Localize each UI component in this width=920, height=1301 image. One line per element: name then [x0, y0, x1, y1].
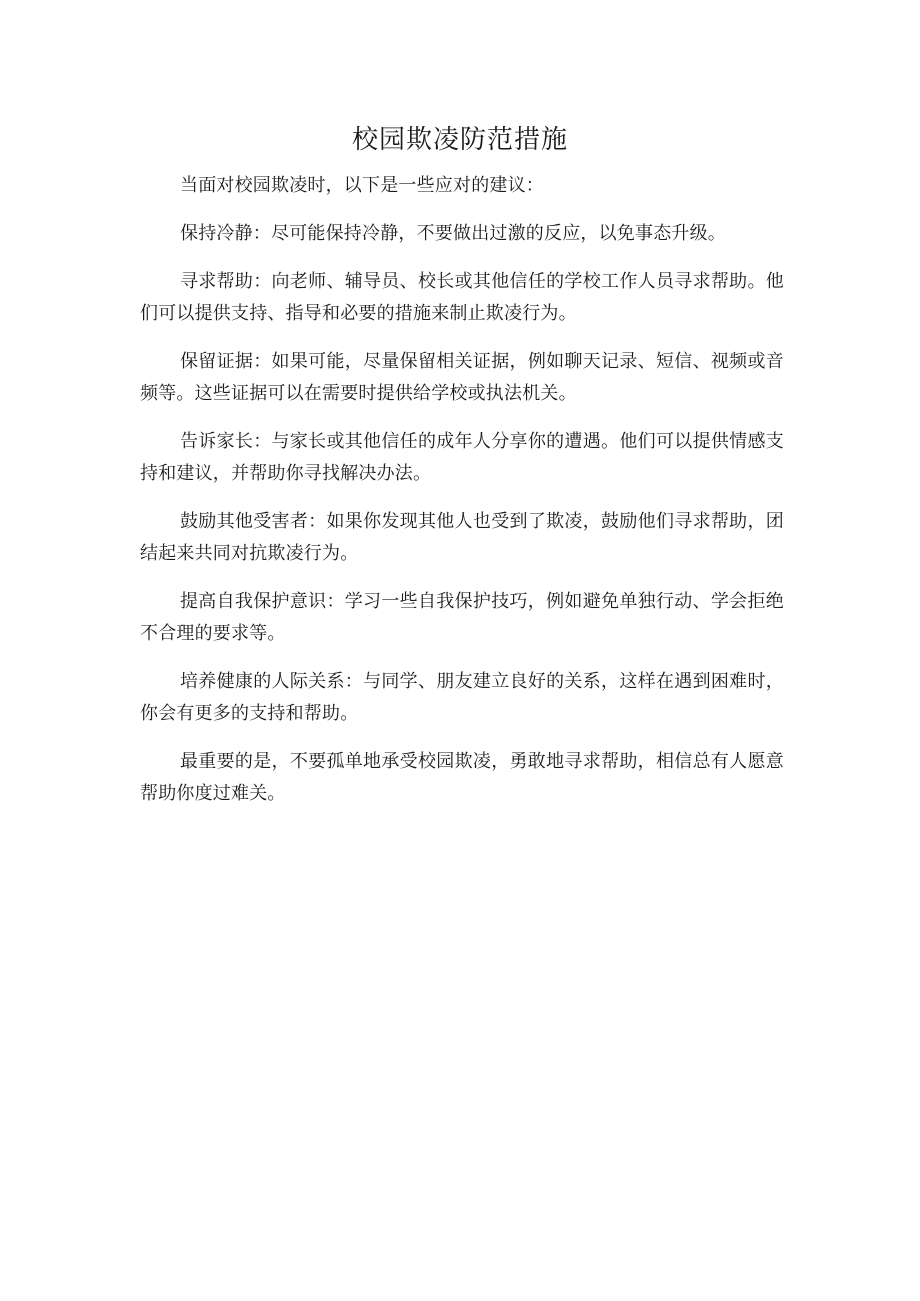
item-label: 寻求帮助：: [180, 271, 272, 292]
item-text: 向老师、辅导员、校长或其他信任的学校工作人员寻求帮助。他们可以提供支持、指导和必要的措施来制止欺凌行为。: [140, 271, 784, 324]
item-text: 与家长或其他信任的成年人分享你的遭遇。他们可以提供情感支持和建议，并帮助你寻找解决办法。: [140, 431, 784, 484]
document-title: 校园欺凌防范措施: [351, 125, 568, 155]
document-body: [140, 170, 784, 826]
item-text: 学习一些自我保护技巧，例如避免单独行动、学会拒绝不合理的要求等。: [140, 591, 784, 644]
item-text: 与同学、朋友建立良好的关系，这样在遇到困难时，你会有更多的支持和帮助。: [140, 671, 784, 724]
item-label: 保持冷静：: [180, 223, 271, 244]
item-label: 保留证据：: [180, 351, 272, 372]
item-label: 告诉家长：: [180, 431, 272, 452]
list-item: [140, 218, 784, 250]
list-item: [140, 426, 784, 490]
conclusion-paragraph: 最重要的是，不要孤单地承受校园欺凌，勇敢地寻求帮助，相信总有人愿意帮助你度过难关。: [140, 751, 784, 804]
list-item: [140, 666, 784, 730]
list-item: [140, 266, 784, 330]
list-item: [140, 346, 784, 410]
intro-paragraph: 当面对校园欺凌时，以下是一些应对的建议：: [180, 175, 544, 196]
list-item: [140, 586, 784, 650]
item-text: 如果你发现其他人也受到了欺凌，鼓励他们寻求帮助，团结起来共同对抗欺凌行为。: [140, 511, 784, 564]
item-label: 培养健康的人际关系：: [180, 671, 364, 692]
item-text: 尽可能保持冷静，不要做出过激的反应，以免事态升级。: [271, 223, 726, 244]
item-label: 提高自我保护意识：: [180, 591, 345, 612]
item-label: 鼓励其他受害者：: [180, 511, 327, 532]
item-text: 如果可能，尽量保留相关证据，例如聊天记录、短信、视频或音频等。这些证据可以在需要时提供给学校或执法机关。: [140, 351, 784, 404]
list-item: [140, 506, 784, 570]
